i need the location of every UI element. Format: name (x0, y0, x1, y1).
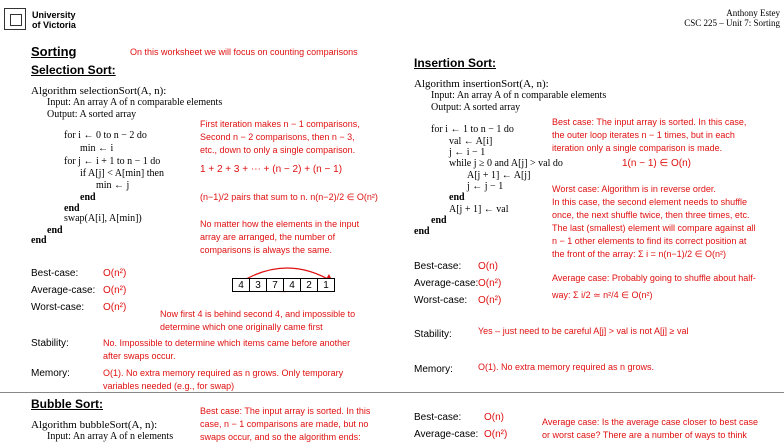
selection-sum: 1 + 2 + 3 + ⋯ + (n − 2) + (n − 1) (200, 164, 343, 175)
array-cell: 2 (300, 278, 318, 292)
insertion-code-line: val ← A[i] (449, 136, 493, 147)
selection-memory-label: Memory: (31, 368, 70, 379)
author-name: Anthony Estey (726, 8, 780, 18)
insertion-worst-value: O(n²) (478, 295, 502, 306)
university-logo-icon (4, 8, 26, 30)
selection-heading: Selection Sort: (31, 63, 116, 77)
array-cell: 1 (317, 278, 335, 292)
insertion-best-note: iteration only a single comparison is made. (552, 143, 723, 153)
selection-note-line: Second n − 2 comparisons, then n − 3, (200, 132, 355, 142)
insertion-best-note: Best case: The input array is sorted. In this case, (552, 117, 747, 127)
insertion-code-line: end (414, 226, 430, 237)
insertion-avg-label: Average-case: (414, 278, 479, 289)
selection-input: Input: An array A of n comparable elements (47, 97, 223, 108)
selection-stability-value: No. Impossible to determine which items came before another (103, 338, 351, 348)
bubble-avg-label: Average-case: (414, 429, 479, 440)
selection-avg-value: O(n²) (103, 285, 127, 296)
insertion-code-line: while j ≥ 0 and A[j] > val do (449, 158, 563, 169)
selection-memory-value: variables needed (e.g., for swap) (103, 381, 235, 391)
selection-code-line: for j ← i + 1 to n − 1 do (64, 156, 161, 167)
selection-code-line: swap(A[i], A[min]) (64, 213, 142, 224)
page-title: Sorting (31, 44, 77, 59)
selection-best-value: O(n²) (103, 268, 127, 279)
bubble-input: Input: An array A of n elements (47, 431, 174, 442)
bubble-best-note: Best case: The input array is sorted. In this (200, 406, 371, 416)
selection-code-line: for i ← 0 to n − 2 do (64, 130, 147, 141)
insertion-worst-note: Worst case: Algorithm is in reverse order. (552, 184, 716, 194)
insertion-input: Input: An array A of n comparable elements (431, 90, 607, 101)
insertion-worst-note: the front of the array: Σ i = n(n−1)/2 ∈ O(n²) (552, 249, 726, 259)
insertion-heading: Insertion Sort: (414, 56, 497, 70)
selection-note-line: No matter how the elements in the input (200, 219, 360, 229)
bubble-best-label: Best-case: (414, 412, 462, 423)
array-cell: 4 (232, 278, 250, 292)
insertion-worst-note: once, the next shuffle twice, then three times, etc. (552, 210, 750, 220)
selection-algo-line: Algorithm selectionSort(A, n): (31, 85, 167, 97)
insertion-worst-note: n − 1 other elements to find its correct position at (552, 236, 747, 246)
selection-code-line: if A[j] < A[min] then (80, 168, 164, 179)
selection-pairs: (n−1)/2 pairs that sum to n. n(n−2)/2 ∈ O(n²) (200, 192, 378, 202)
insertion-avg-value: O(n²) (478, 278, 502, 289)
array-cell: 7 (266, 278, 284, 292)
insertion-code-line: end (431, 215, 447, 226)
stability-note-line: Now first 4 is behind second 4, and impossible to (160, 309, 356, 319)
insertion-code-line: for i ← 1 to n − 1 do (431, 124, 514, 135)
array-cell: 3 (249, 278, 267, 292)
insertion-memory-label: Memory: (414, 364, 453, 375)
selection-worst-value: O(n²) (103, 302, 127, 313)
section-divider (0, 392, 784, 393)
selection-code-line: min ← j (96, 180, 130, 191)
insertion-output: Output: A sorted array (431, 102, 521, 113)
bubble-best-value: O(n) (484, 412, 504, 423)
bubble-avg-note: Average case: Is the average case closer to best case (542, 417, 758, 427)
insertion-avg-note: Average case: Probably going to shuffle about half- (552, 273, 756, 283)
selection-note-line: First iteration makes n − 1 comparisons, (200, 119, 360, 129)
insertion-code-line: A[j + 1] ← A[j] (467, 170, 531, 181)
selection-stability-label: Stability: (31, 338, 69, 349)
selection-stability-value: after swaps occur. (103, 351, 176, 361)
insertion-code-line: A[j + 1] ← val (449, 204, 509, 215)
selection-code-line: end (80, 192, 96, 203)
bubble-avg-value: O(n²) (484, 429, 508, 440)
selection-note-line: etc., down to only a single comparison. (200, 145, 356, 155)
selection-avg-label: Average-case: (31, 285, 96, 296)
university-name-line2: of Victoria (32, 20, 76, 30)
selection-best-label: Best-case: (31, 268, 79, 279)
insertion-code-line: end (449, 192, 465, 203)
insertion-code-line: j ← j − 1 (467, 181, 504, 192)
stability-note-line: determine which one originally came first (160, 322, 323, 332)
selection-note-line: array are arranged, the number of (200, 232, 336, 242)
selection-code-line: end (31, 235, 47, 246)
insertion-best-value: O(n) (478, 261, 498, 272)
bubble-avg-note: or worst case? There are a number of ways to think (542, 430, 747, 440)
insertion-worst-note: The last (smallest) element will compare against all (552, 223, 756, 233)
course-title: CSC 225 – Unit 7: Sorting (684, 18, 780, 28)
selection-memory-value: O(1). No extra memory required as n grows. Only temporary (103, 368, 344, 378)
selection-note-line: comparisons is always the same. (200, 245, 333, 255)
insertion-stability-value: Yes – just need to be careful A[j] > val is not A[j] ≥ val (478, 326, 689, 336)
insertion-best-note: the outer loop iterates n − 1 times, but in each (552, 130, 735, 140)
insertion-worst-note: In this case, the second element needs to shuffle (552, 197, 747, 207)
intro-note: On this worksheet we will focus on counting comparisons (130, 47, 358, 57)
insertion-algo-line: Algorithm insertionSort(A, n): (414, 78, 549, 90)
university-name-line1: University (32, 10, 76, 20)
bubble-algo-line: Algorithm bubbleSort(A, n): (31, 419, 158, 431)
insertion-best-label: Best-case: (414, 261, 462, 272)
array-cell: 4 (283, 278, 301, 292)
insertion-worst-label: Worst-case: (414, 295, 468, 306)
insertion-best-bound: 1(n − 1) ∈ O(n) (622, 158, 692, 169)
selection-worst-label: Worst-case: (31, 302, 85, 313)
selection-code-line: end (64, 203, 80, 214)
selection-code-line: end (47, 225, 63, 236)
array-cells (232, 278, 342, 292)
insertion-stability-label: Stability: (414, 329, 452, 340)
insertion-memory-value: O(1). No extra memory required as n grows. (478, 362, 655, 372)
selection-output: Output: A sorted array (47, 109, 137, 120)
bubble-best-note: swaps occur, and so the algorithm ends: (200, 432, 361, 442)
selection-code-line: min ← i (80, 143, 114, 154)
insertion-code-line: j ← i − 1 (449, 147, 486, 158)
bubble-heading: Bubble Sort: (31, 397, 103, 411)
bubble-best-note: case, n − 1 comparisons are made, but no (200, 419, 369, 429)
insertion-avg-note: way: Σ i/2 ≃ n²/4 ∈ O(n²) (552, 290, 653, 300)
